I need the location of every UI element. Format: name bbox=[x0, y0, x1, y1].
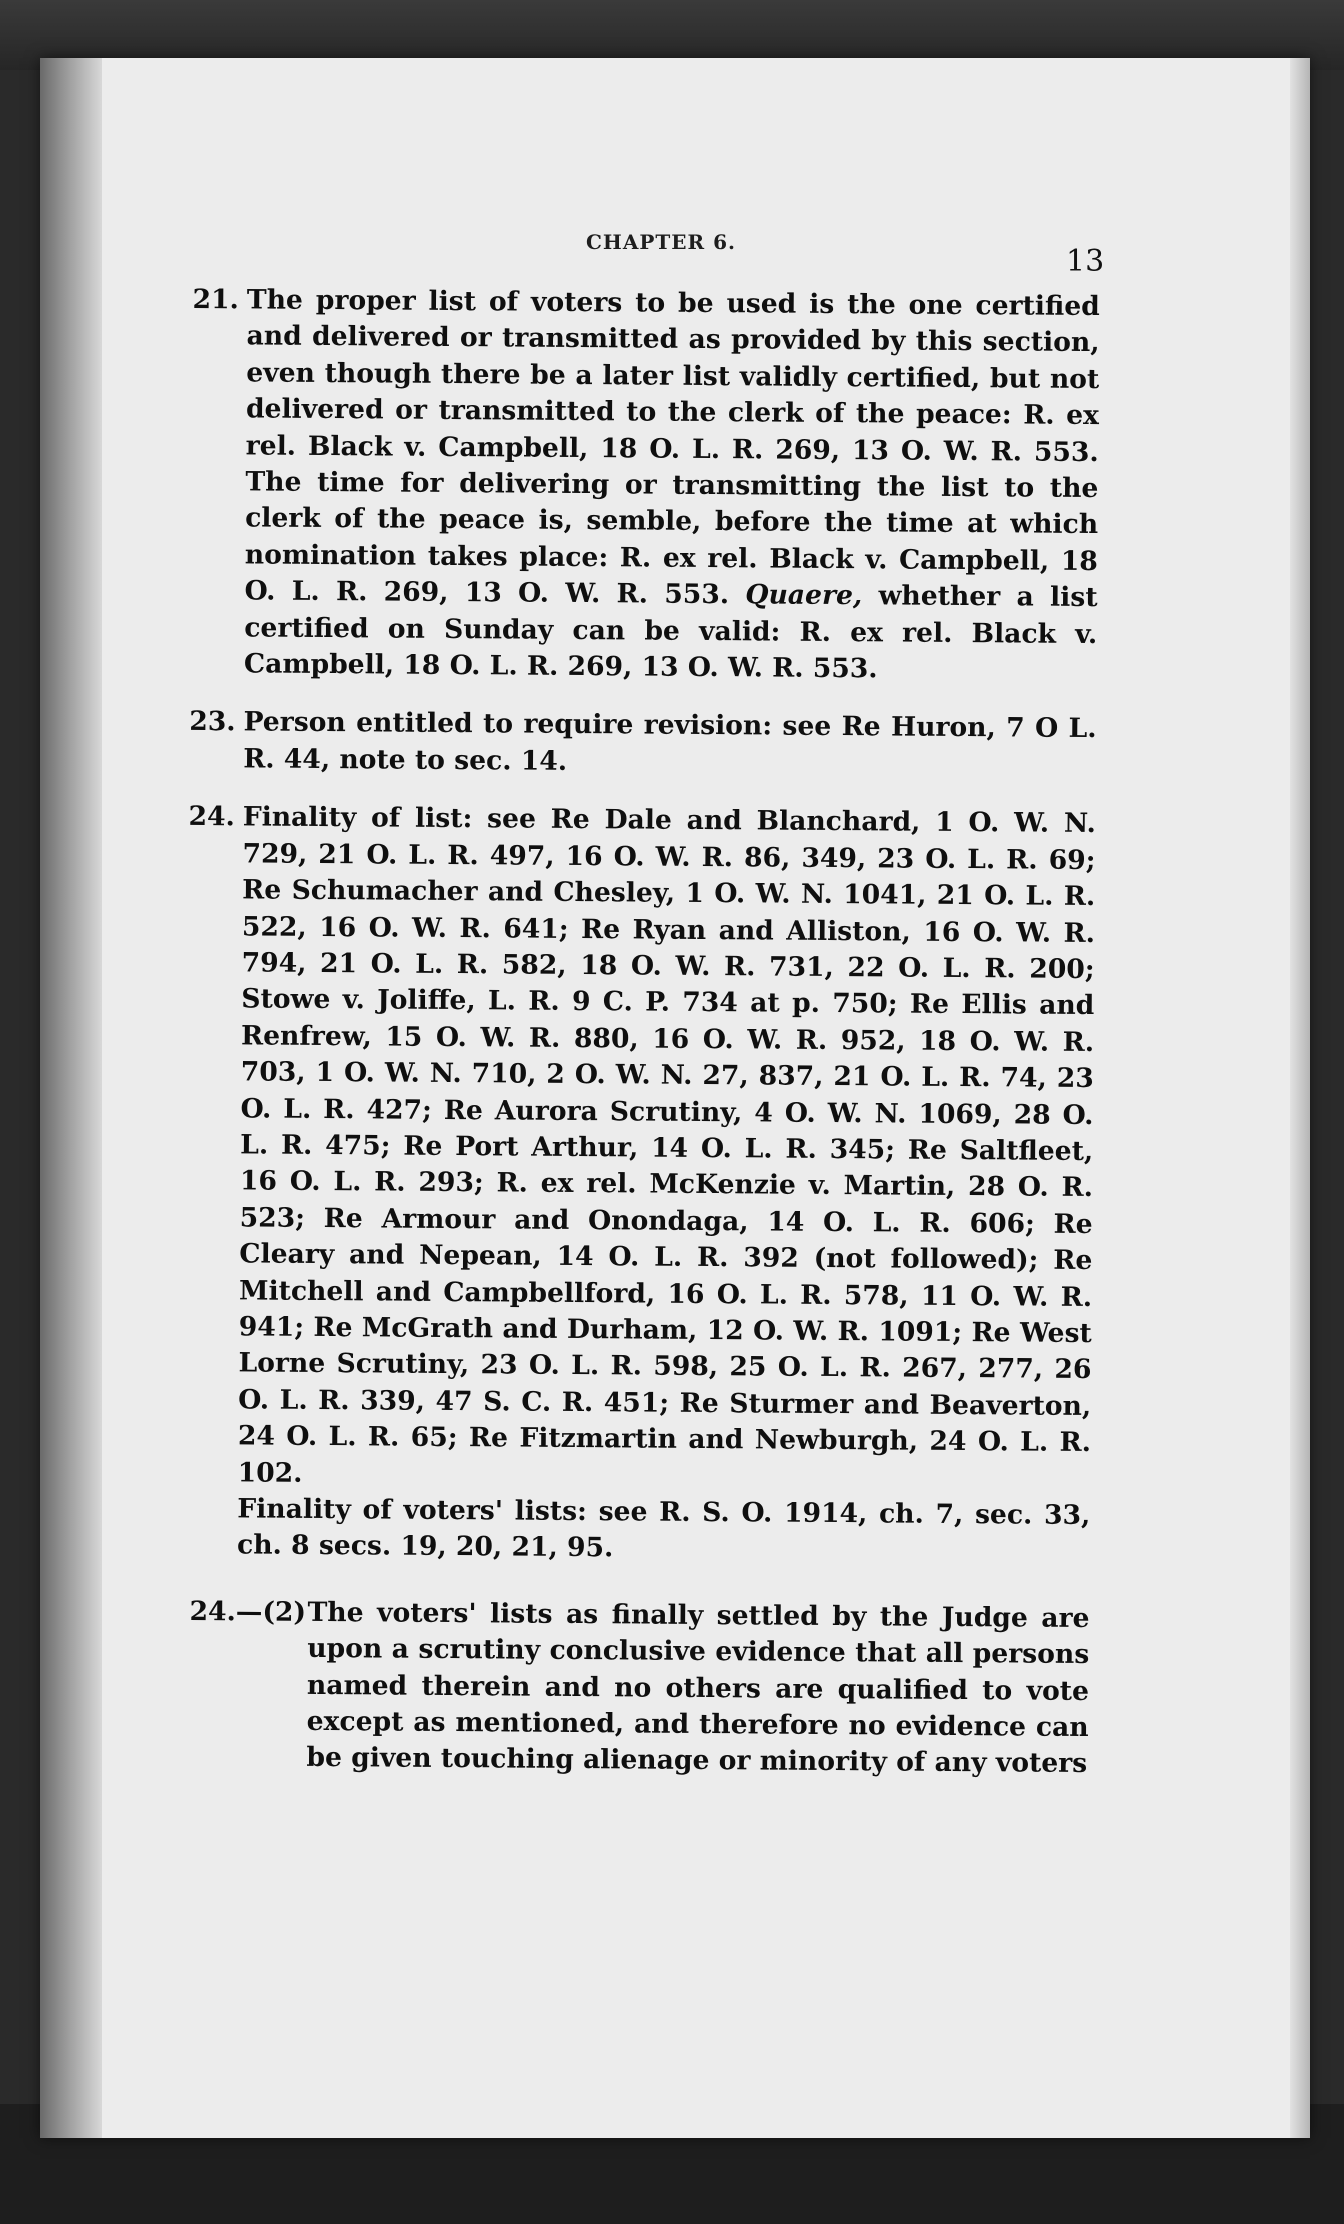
note-number: 21. bbox=[192, 283, 239, 316]
running-header: CHAPTER 6. bbox=[586, 230, 736, 254]
section-number: 24.—(2) bbox=[189, 1595, 307, 1628]
note-continuation: Finality of voters' lists: see R. S. O. 1914, ch. 7, sec. 33, ch. 8 secs. 19, 20, 21, 95. bbox=[236, 1493, 1091, 1564]
note-paragraph-23 bbox=[189, 704, 1097, 784]
section-paragraph-24-2 bbox=[188, 1594, 1089, 1783]
note-paragraph-21 bbox=[192, 282, 1100, 690]
section-text: The voters' lists as finally settled by the Judge are upon a scrutiny conclusive evidence that all persons named therein and no others are qualified to vote except as mentioned, and therefore no evidence can be given touching alienage or minority of any voters bbox=[306, 1596, 1090, 1780]
note-text-part: The proper list of voters to be used is the one certified and delivered or transmitted as provided by this section, even though there be a later list validly certified, but not delivered or transmitted to the clerk of the peace: R. ex rel. Black v. Campbell, 18 O. L. R. 269, 13 O. W. R. 553. The time for delivering or transmitting the list to the clerk of the peace is, semble, before the time at which nomination takes place: R. ex rel. Black v. Campbell, 18 O. L. R. 269, 13 O. W. R. 553. bbox=[244, 284, 1100, 611]
note-number: 23. bbox=[189, 706, 236, 738]
page-edge bbox=[1290, 58, 1310, 2138]
note-text-italic: Quaere, bbox=[745, 579, 863, 612]
page-body bbox=[188, 282, 1100, 1805]
page-number: 13 bbox=[1066, 244, 1105, 279]
note-text: Finality of list: see Re Dale and Blanchard, 1 O. W. N. 729, 21 O. L. R. 497, 16 O. W. R. 86, 349, 23 O. L. R. 69; Re Schumacher and Chesley, 1 O. W. N. 1041, 21 O. L. R. 522, 16 O. W. R. 641; Re Ryan and Alliston, 16 O. W. R. 794, 21 O. L. R. 582, 18 O. W. R. 731, 22 O. L. R. 200; Stowe v. Joliffe, L. R. 9 C. P. 734 at p. 750; Re Ellis and Renfrew, 15 O. W. R. 880, 16 O. W. R. 952, 18 O. W. R. 703, 1 O. W. N. 710, 2 O. W. N. 27, 837, 21 O. L. R. 74, 23 O. L. R. 427; Re Aurora Scrutiny, 4 O. W. N. 1069, 28 O. L. R. 475; Re Port Arthur, 14 O. L. R. 345; Re Saltfleet, 16 O. L. R. 293; R. ex rel. McKenzie v. Martin, 28 O. R. 523; Re Armour and Onondaga, 14 O. L. R. 606; Re Cleary and Nepean, 14 O. L. R. 392 (not followed); Re Mitchell and Campbellford, 16 O. L. R. 578, 11 O. W. R. 941; Re McGrath and Durham, 12 O. W. R. 1091; Re West Lorne Scrutiny, 23 O. L. R. 598, 25 O. L. R. 267, 277, 26 O. L. R. 339, 47 S. C. R. 451; Re Sturmer and Beaverton, 24 O. L. R. 65; Re Fitzmartin and Newburgh, 24 O. L. R. 102. bbox=[237, 801, 1096, 1489]
note-paragraph-24 bbox=[190, 799, 1096, 1571]
note-text bbox=[244, 282, 1100, 689]
note-number: 24. bbox=[188, 801, 235, 833]
book-gutter-shadow bbox=[40, 58, 102, 2138]
note-text-part: whether a list certified on Sunday can be valid: R. ex rel. Black v. Campbell, 18 O. L. R. 269, 13 O. W. R. 553. bbox=[243, 580, 1098, 685]
note-text: Person entitled to require revision: see Re Huron, 7 O L. R. 44, note to sec. 14. bbox=[243, 706, 1097, 777]
